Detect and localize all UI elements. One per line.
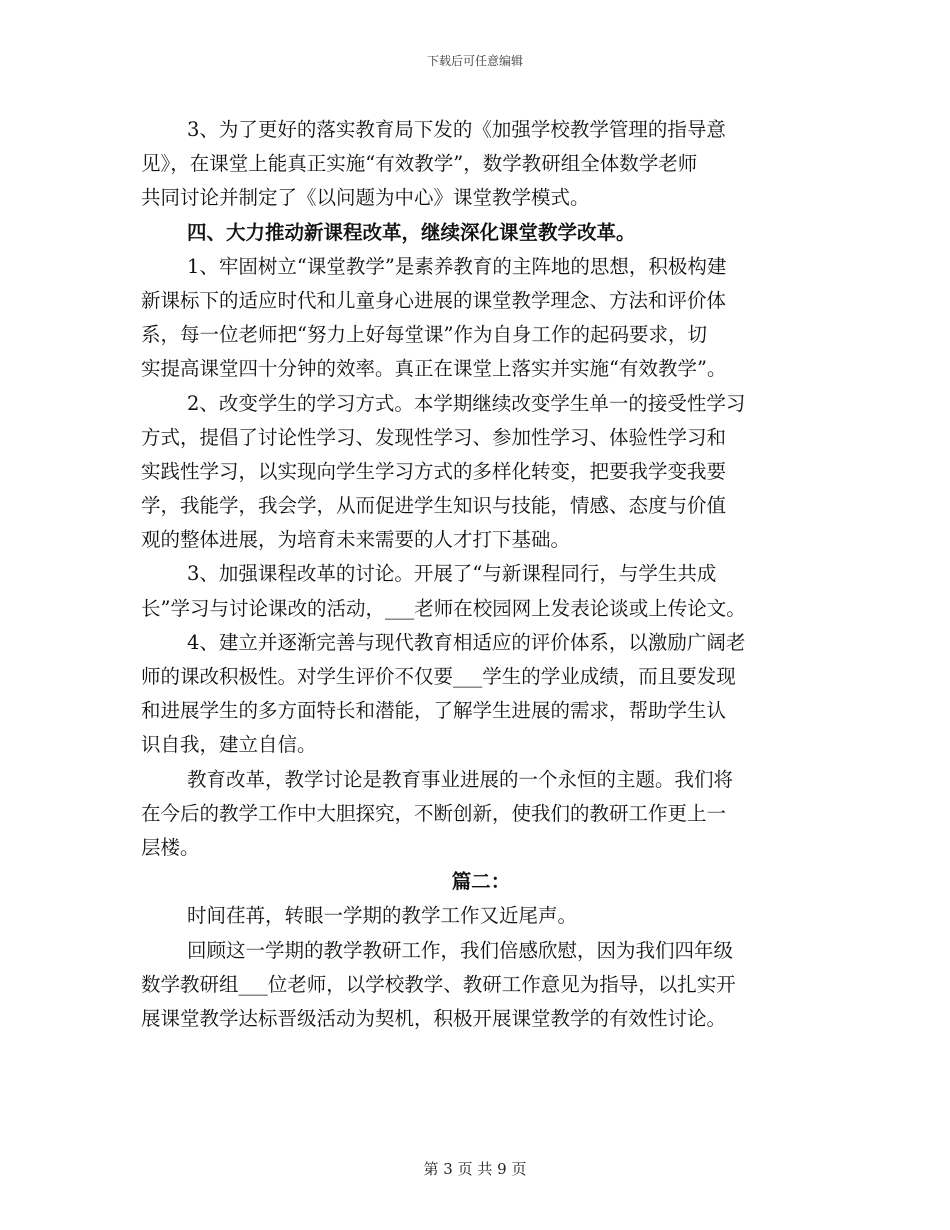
text-line: 学，我能学，我会学，从而促进学生知识与技能，情感、态度与价值 [141,494,727,518]
text-line: 回顾这一学期的教学教研工作，我们倍感欣慰，因为我们四年级 [187,938,734,962]
page-number: 第 3 页 共 9 页 [423,1160,527,1178]
text-line: 3、为了更好的落实教育局下发的《加强学校教学管理的指导意 [187,118,726,141]
text-line: 展课堂教学达标晋级活动为契机，积极开展课堂教学的有效性讨论。 [141,1006,727,1030]
text-line: 观的整体进展，为培育未来需要的人才打下基础。 [141,528,571,552]
section-heading: 四、大力推动新课程改革，继续深化课堂教学改革。 [187,220,636,244]
page-header: 下载后可任意编辑 [426,54,523,68]
text-line: 2、改变学生的学习方式。本学期继续改变学生单一的接受性学习 [187,391,746,415]
text-line: 数学教研组___位老师，以学校教学、教研工作意见为指导，以扎实开 [141,972,736,996]
text-line: 新课标下的适应时代和儿童身心进展的课堂教学理念、方法和评价体 [141,288,727,312]
text-line: 实践性学习，以实现向学生学习方式的多样化转变，把要我学变我要 [141,459,727,483]
text-line: 长”学习与讨论课改的活动，___老师在校园网上发表论谈或上传论文。 [141,596,746,620]
text-line: 3、加强课程改革的讨论。开展了“与新课程同行，与学生共成 [187,562,717,586]
text-line: 方式，提倡了讨论性学习、发现性学习、参加性学习、体验性学习和 [141,425,727,449]
text-line: 共同讨论并制定了《以问题为中心》课堂教学模式。 [141,186,590,210]
text-line: 在今后的教学工作中大胆探究，不断创新，使我们的教研工作更上一 [141,801,727,825]
text-line: 师的课改积极性。对学生评价不仅要___学生的学业成绩，而且要发现 [141,665,736,688]
text-line: 见》，在课堂上能真正实施“有效教学”，数学教研组全体数学老师 [141,152,698,176]
document-body [141,113,821,1036]
text-line: 1、牢固树立“课堂教学”是素养教育的主阵地的思想，积极构建 [187,254,727,278]
section-heading: 篇二： [451,870,511,894]
text-line: 和进展学生的多方面特长和潜能，了解学生进展的需求，帮助学生认 [141,699,727,723]
text-line: 实提高课堂四十分钟的效率。真正在课堂上落实并实施“有效教学”。 [141,357,727,381]
text-line: 时间荏苒，转眼一学期的教学工作又近尾声。 [187,904,578,928]
text-line: 教育改革，教学讨论是教育事业进展的一个永恒的主题。我们将 [187,767,734,791]
text-line: 识自我，建立自信。 [141,733,317,757]
text-line: 系，每一位老师把“努力上好每堂课”作为自身工作的起码要求，切 [141,323,707,347]
text-line: 层楼。 [141,835,200,859]
text-line: 4、建立并逐渐完善与现代教育相适应的评价体系，以激励广阔老 [187,630,746,654]
